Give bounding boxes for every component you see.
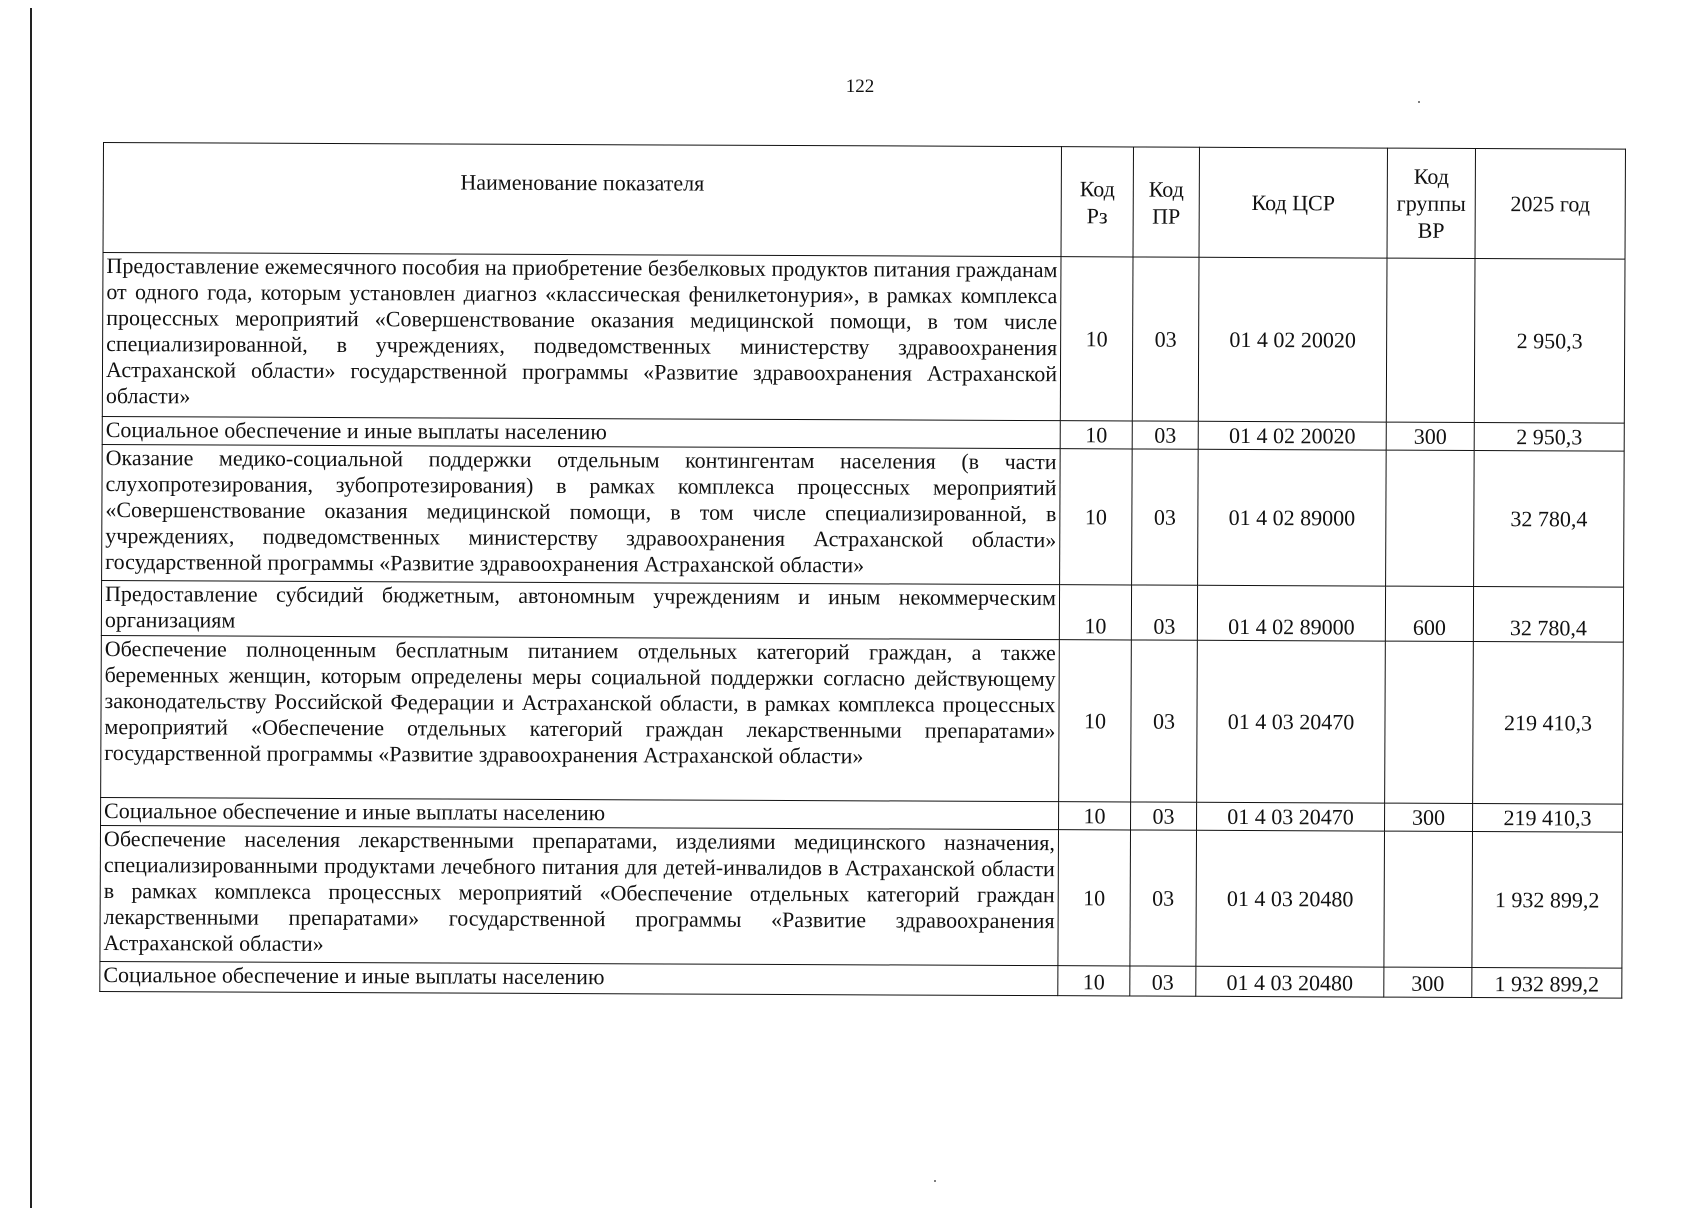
table-row — [102, 253, 1625, 424]
row-amount: 219 410,3 — [1473, 803, 1623, 832]
row-rz: 10 — [1060, 449, 1133, 585]
row-vr — [1386, 450, 1475, 586]
row-amount: 32 780,4 — [1474, 450, 1625, 587]
scan-speck — [1418, 101, 1420, 103]
row-pr: 03 — [1132, 449, 1199, 585]
row-pr: 03 — [1130, 966, 1196, 996]
row-pr: 03 — [1132, 421, 1198, 449]
row-pr: 03 — [1131, 640, 1198, 802]
header-vr: Код группы ВР — [1387, 148, 1475, 258]
row-vr: 600 — [1385, 586, 1473, 641]
table-row — [101, 635, 1624, 804]
row-amount: 1 932 899,2 — [1472, 967, 1622, 998]
page-number: 122 — [845, 76, 875, 97]
row-csr: 01 4 02 89000 — [1197, 585, 1385, 641]
row-vr — [1385, 641, 1474, 803]
table-row — [102, 444, 1625, 587]
row-pr: 03 — [1131, 585, 1197, 640]
row-rz: 10 — [1058, 966, 1130, 996]
table-row — [101, 580, 1623, 642]
row-name: Обеспечение населения лекарственными препаратами, изделиями медицинского назначения, специализированными продуктами лечебного питания для детей-инвалидов в Астраханской области в рамках комплекса процессных мероприятий «Обеспечение отдельных категорий граждан лекарственными препаратами» государственной программы «Развитие здравоохранения Астраханской области» — [100, 825, 1059, 965]
row-rz: 10 — [1060, 257, 1133, 421]
row-vr: 300 — [1384, 967, 1472, 997]
row-rz: 10 — [1059, 640, 1132, 802]
row-csr: 01 4 03 20470 — [1197, 802, 1385, 831]
row-rz: 10 — [1060, 421, 1132, 449]
row-vr: 300 — [1385, 803, 1473, 831]
page-left-edge-line — [30, 8, 32, 1208]
row-rz: 10 — [1058, 830, 1131, 966]
row-vr — [1384, 831, 1473, 967]
row-csr: 01 4 02 20020 — [1198, 421, 1386, 450]
row-csr: 01 4 02 89000 — [1198, 449, 1387, 586]
header-csr: Код ЦСР — [1199, 147, 1387, 258]
table-row — [100, 961, 1622, 998]
row-vr: 300 — [1386, 422, 1474, 450]
table-row — [100, 825, 1623, 968]
header-year: 2025 год — [1475, 148, 1625, 259]
row-csr: 01 4 03 20480 — [1196, 966, 1384, 997]
row-rz: 10 — [1059, 802, 1131, 830]
row-pr: 03 — [1132, 257, 1199, 421]
scan-speck — [934, 1180, 936, 1182]
row-csr: 01 4 02 20020 — [1198, 257, 1387, 422]
row-amount: 2 950,3 — [1474, 422, 1624, 451]
row-pr: 03 — [1131, 802, 1197, 830]
row-amount: 1 932 899,2 — [1472, 831, 1623, 968]
row-rz: 10 — [1059, 585, 1131, 640]
header-rz: Код Рз — [1061, 147, 1133, 257]
row-name: Социальное обеспечение и иные выплаты населению — [100, 961, 1058, 995]
budget-table — [99, 142, 1626, 999]
row-vr — [1386, 258, 1475, 422]
row-pr: 03 — [1130, 830, 1197, 966]
row-name: Обеспечение полноценным бесплатным питанием отдельных категорий граждан, а также беременных женщин, которым определены меры социальной поддержки согласно действующему законодательству Российской Федерации и Астраханской области, в рамках комплекса процессных мероприятий «Обеспечение отдельных категорий граждан лекарственными препаратами» государственной программы «Развитие здравоохранения Астраханской области» — [101, 635, 1060, 801]
row-name: Социальное обеспечение и иные выплаты населению — [102, 416, 1060, 448]
header-pr: Код ПР — [1133, 147, 1199, 257]
row-name: Предоставление субсидий бюджетным, автономным учреждениям и иным некоммерческим организациям — [101, 580, 1059, 639]
row-name: Предоставление ежемесячного пособия на приобретение безбелковых продуктов питания гражданам от одного года, которым установлен диагноз «классическая фенилкетонурия», в рамках комплекса процессных мероприятий «Совершенствование оказания медицинской помощи, в том числе специализированной, в учреждениях, подведомственных министерству здравоохранения Астраханской области» государственной программы «Развитие здравоохранения Астраханской области» — [102, 253, 1061, 421]
header-name: Наименование показателя — [103, 143, 1061, 257]
row-csr: 01 4 03 20480 — [1196, 830, 1385, 967]
row-name: Оказание медико-социальной поддержки отдельным контингентам населения (в части слухопротезирования, зубопротезирования) в рамках комплекса процессных мероприятий «Совершенствование оказания медицинской помощи, в том числе специализированной, в учреждениях, подведомственных министерству здравоохранения Астраханской области» государственной программы «Развитие здравоохранения Астраханской области» — [102, 444, 1061, 584]
table-header-row — [103, 143, 1625, 260]
row-amount: 219 410,3 — [1473, 641, 1624, 804]
row-csr: 01 4 03 20470 — [1197, 640, 1386, 803]
row-amount: 2 950,3 — [1474, 258, 1625, 423]
row-name: Социальное обеспечение и иные выплаты населению — [101, 797, 1059, 829]
row-amount: 32 780,4 — [1473, 586, 1623, 642]
